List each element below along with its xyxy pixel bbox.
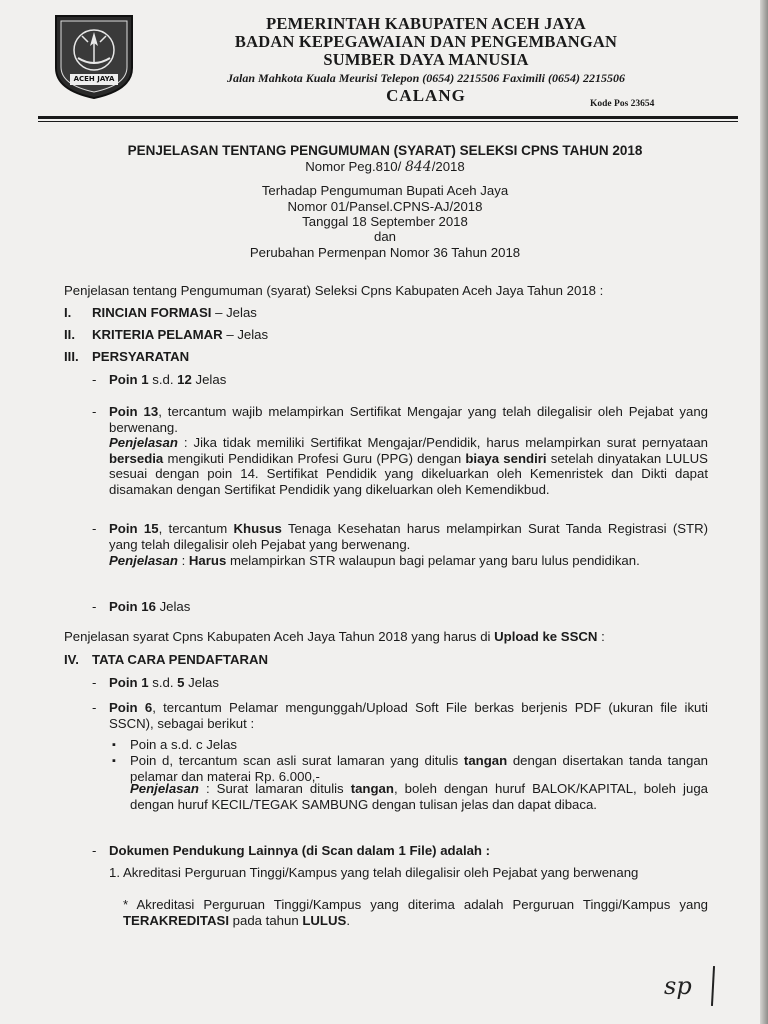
logo-caption: ACEH JAYA xyxy=(73,75,115,83)
dash-bullet: - xyxy=(92,675,97,690)
emphasis-text: Khusus xyxy=(233,521,282,536)
section-2 xyxy=(92,327,268,343)
reference-line-5: Perubahan Permenpan Nomor 36 Tahun 2018 xyxy=(249,245,521,260)
letterhead-rule-thin xyxy=(38,121,738,122)
poin-status: Jelas xyxy=(191,372,227,387)
poin-text: , tercantum wajib melampirkan Sertifikat Mengajar yang telah dilegalisir oleh Pejabat yang berwenang. xyxy=(109,404,709,435)
poin-label: Poin 6 xyxy=(109,700,153,715)
emphasis-text: biaya sendiri xyxy=(465,450,547,466)
bullet-text: dengan disertakan tanda tangan pelamar dan materai Rp. 6.000,- xyxy=(130,753,708,784)
square-bullet: ▪ xyxy=(112,739,116,751)
sec3-poin-1-12 xyxy=(109,372,226,388)
poin-range-text: s.d. xyxy=(148,675,178,690)
poin-text: , tercantum Pelamar mengunggah/Upload Soft File berkas berjenis PDF (ukuran file ikuti SSCN), sebagai berikut : xyxy=(109,700,708,731)
letterhead-line1: PEMERINTAH KABUPATEN ACEH JAYA xyxy=(266,14,586,33)
poin-status: Jelas xyxy=(184,675,219,690)
letterhead-line2: BADAN KEPEGAWAIAN DAN PENGEMBANGAN xyxy=(234,32,618,51)
scan-edge xyxy=(760,0,768,1024)
dash-bullet: - xyxy=(92,404,97,419)
logo xyxy=(52,12,136,100)
supporting-document-1-note xyxy=(123,897,708,928)
explanation-text: , boleh dengan huruf BALOK/KAPITAL, boleh juga dengan huruf KECIL/TEGAK SAMBUNG dengan tulisan jelas dan dapat dibaca. xyxy=(130,781,708,812)
dash-bullet: - xyxy=(92,843,97,858)
upload-intro-emphasis: Upload ke SSCN xyxy=(494,629,598,644)
poin-status: Jelas xyxy=(155,599,191,614)
reference-line-3: Tanggal 18 September 2018 xyxy=(302,214,468,229)
document-title: PENJELASAN TENTANG PENGUMUMAN (SYARAT) SELEKSI CPNS TAHUN 2018 xyxy=(127,143,643,158)
section-number: II. xyxy=(64,327,75,342)
handwritten-stroke xyxy=(711,966,715,1006)
explanation-text: : Jika tidak memiliki Sertifikat Mengajar/Pendidik, harus melampirkan surat pernyataan xyxy=(177,435,708,450)
note-text: * Akreditasi Perguruan Tinggi/Kampus yang diterima adalah Perguruan Tinggi/Kampus yang xyxy=(123,897,708,912)
section-3-title: PERSYARATAN xyxy=(92,349,190,364)
sec3-poin-16 xyxy=(109,599,190,615)
intro-paragraph: Penjelasan tentang Pengumuman (syarat) Seleksi Cpns Kabupaten Aceh Jaya Tahun 2018 : xyxy=(64,283,604,298)
explanation-label: Penjelasan xyxy=(109,435,178,450)
poin-range-text: s.d. xyxy=(148,372,178,387)
explanation-label: Penjelasan xyxy=(109,553,178,568)
letterhead-rule-thick xyxy=(38,116,738,119)
supporting-documents-title: Dokumen Pendukung Lainnya (di Scan dalam 1 File) adalah : xyxy=(109,843,491,858)
bullet-text: Poin d, tercantum scan asli surat lamaran yang ditulis xyxy=(130,753,464,768)
sec4-bullet-d-explanation xyxy=(130,781,708,812)
handwritten-initials: sp xyxy=(664,972,692,1000)
poin-label: 5 xyxy=(177,675,185,690)
upload-intro-colon: : xyxy=(597,629,605,644)
explanation-text: : Surat lamaran ditulis xyxy=(198,781,351,796)
letterhead-line3: SUMBER DAYA MANUSIA xyxy=(323,50,529,69)
section-number: I. xyxy=(64,305,72,320)
section-2-status: – Jelas xyxy=(222,327,269,342)
dash-bullet: - xyxy=(92,700,97,715)
note-text: pada tahun xyxy=(229,912,303,928)
section-number: IV. xyxy=(64,652,79,667)
explanation-text: mengikuti Pendidikan Profesi Guru (PPG) dengan xyxy=(163,450,466,466)
dash-bullet: - xyxy=(92,372,97,387)
sec4-bullet-a-c: Poin a s.d. c Jelas xyxy=(130,737,238,752)
poin-label: Poin 1 xyxy=(109,675,149,690)
section-4-title: TATA CARA PENDAFTARAN xyxy=(92,652,269,667)
explanation-label: Penjelasan xyxy=(130,781,199,796)
poin-label: Poin 15 xyxy=(109,521,159,536)
sec4-bullet-d xyxy=(130,753,708,784)
emphasis-text: tangan xyxy=(350,781,394,796)
section-number: III. xyxy=(64,349,79,364)
letterhead-address: Jalan Mahkota Kuala Meurisi Telepon (0654) 2215506 Faximili (0654) 2215506 xyxy=(227,71,625,85)
explanation-text: melampirkan STR walaupun bagi pelamar yang baru lulus pendidikan. xyxy=(226,553,640,568)
section-1-status: – Jelas xyxy=(211,305,257,320)
item-number: 1. xyxy=(109,865,120,880)
letterhead-city: CALANG xyxy=(386,86,466,105)
reference-line-1: Terhadap Pengumuman Bupati Aceh Jaya xyxy=(261,183,509,198)
poin-label: Poin 1 xyxy=(109,372,149,387)
document-number xyxy=(90,159,680,175)
poin-text: Tenaga Kesehatan harus melampirkan Surat Tanda Registrasi (STR) yang telah dilegalisir oleh Pejabat yang berwenang. xyxy=(109,521,708,552)
section-1 xyxy=(92,305,257,321)
dash-bullet: - xyxy=(92,599,97,614)
sec4-poin-1-5 xyxy=(109,675,219,691)
sec3-poin-15 xyxy=(109,521,708,552)
explanation-text: : xyxy=(177,553,189,568)
poin-label: Poin 16 xyxy=(109,599,156,614)
section-1-title: RINCIAN FORMASI xyxy=(92,305,212,320)
sec3-poin-13-explanation xyxy=(109,435,708,497)
postal-code: Kode Pos 23654 xyxy=(590,99,655,109)
note-text: . xyxy=(346,912,350,928)
emphasis-text: bersedia xyxy=(109,450,164,466)
dash-bullet: - xyxy=(92,521,97,536)
explanation-text: setelah dinyatakan LULUS sesuai dengan poin 14. Sertifikat Pendidik yang dikeluarkan oleh Kemenristek dan Dikti dapat disamakan dengan Sertifikat Pendidik yang dikeluarkan oleh Kemendikbud. xyxy=(109,450,708,497)
upload-intro xyxy=(64,629,605,645)
poin-text: , tercantum xyxy=(158,521,234,536)
emphasis-text: tangan xyxy=(463,753,508,768)
sec4-poin-6 xyxy=(109,700,708,731)
upload-intro-text: Penjelasan syarat Cpns Kabupaten Aceh Jaya Tahun 2018 yang harus di xyxy=(64,629,495,644)
square-bullet: ▪ xyxy=(112,755,116,767)
poin-label: 12 xyxy=(177,372,192,387)
emphasis-text: TERAKREDITASI xyxy=(123,912,229,928)
reference-line-2: Nomor 01/Pansel.CPNS-AJ/2018 xyxy=(287,199,483,214)
document-number-handwritten: 844 xyxy=(404,159,432,175)
document-number-prefix: Nomor Peg.810/ xyxy=(305,159,405,174)
poin-label: Poin 13 xyxy=(109,404,159,419)
aceh-jaya-emblem-icon xyxy=(52,12,136,100)
document-number-suffix: /2018 xyxy=(431,159,465,174)
section-2-title: KRITERIA PELAMAR xyxy=(92,327,223,342)
emphasis-text: Harus xyxy=(188,553,227,568)
sec3-poin-15-explanation xyxy=(109,553,708,569)
reference-line-4: dan xyxy=(373,229,396,244)
emphasis-text: LULUS xyxy=(302,912,347,928)
sec3-poin-13 xyxy=(109,404,708,435)
supporting-document-1: Akreditasi Perguruan Tinggi/Kampus yang telah dilegalisir oleh Pejabat yang berwenang xyxy=(123,865,639,880)
letterhead xyxy=(150,15,702,106)
